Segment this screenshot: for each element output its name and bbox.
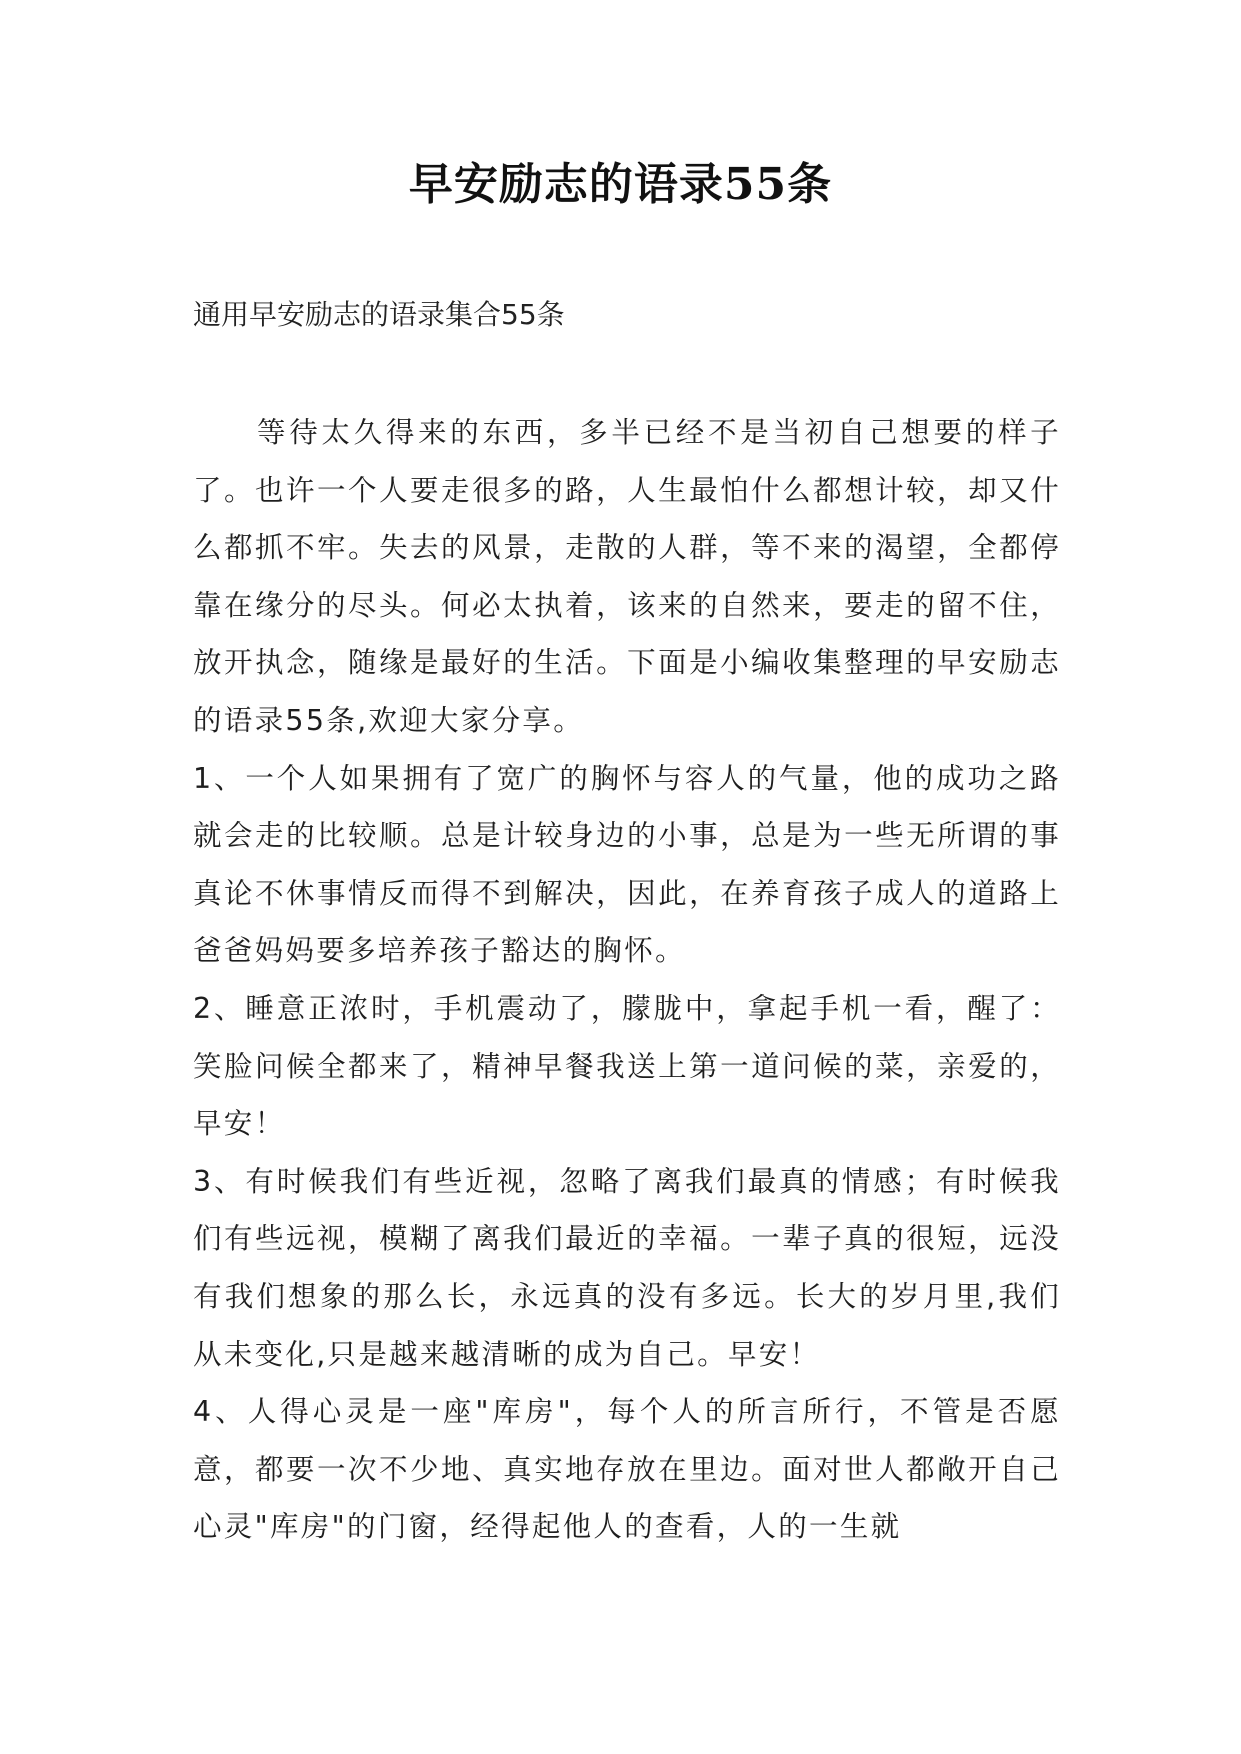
document-body [193,404,1061,1556]
quote-paragraph-1: 1、一个人如果拥有了宽广的胸怀与容人的气量，他的成功之路就会走的比较顺。总是计较身边的小事，总是为一些无所谓的事真论不休事情反而得不到解决，因此，在养育孩子成人的道路上爸爸妈妈要多培养孩子豁达的胸怀。 [193,761,1061,968]
intro-paragraph: 等待太久得来的东西，多半已经不是当初自己想要的样子了。也许一个人要走很多的路，人生最怕什么都想计较，却又什么都抓不牢。失去的风景，走散的人群，等不来的渴望，全都停靠在缘分的尽头。何必太执着，该来的自然来，要走的留不住，放开执念，随缘是最好的生活。下面是小编收集整理的早安励志的语录55条,欢迎大家分享。 [193,416,1061,737]
document-subtitle: 通用早安励志的语录集合55条 [193,298,565,331]
quote-paragraph-3: 3、有时候我们有些近视，忽略了离我们最真的情感；有时候我们有些远视，模糊了离我们最近的幸福。一辈子真的很短，远没有我们想象的那么长，永远真的没有多远。长大的岁月里,我们从未变化,只是越来越清晰的成为自己。早安！ [193,1164,1061,1371]
quote-paragraph-2: 2、睡意正浓时，手机震动了，朦胧中，拿起手机一看，醒了：笑脸问候全都来了，精神早餐我送上第一道问候的菜，亲爱的，早安！ [193,991,1061,1141]
quote-paragraph-4: 4、人得心灵是一座"库房"，每个人的所言所行，不管是否愿意，都要一次不少地、真实地存放在里边。面对世人都敞开自己心灵"库房"的门窗，经得起他人的查看，人的一生就 [193,1395,1061,1544]
document-title: 早安励志的语录55条 [408,159,833,210]
